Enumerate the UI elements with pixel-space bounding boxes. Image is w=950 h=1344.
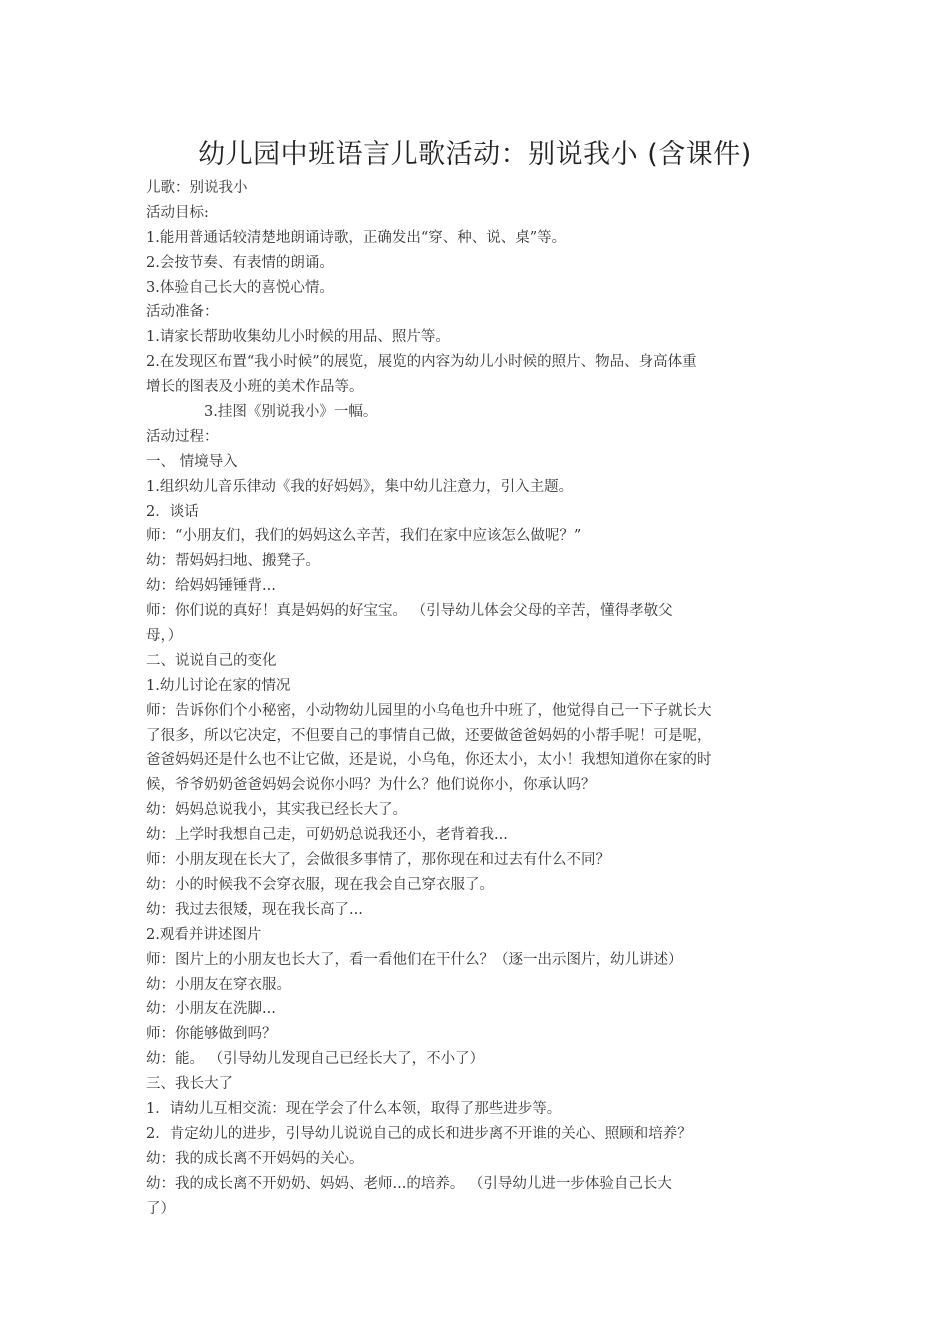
document-line: 师：告诉你们个小秘密，小动物幼儿园里的小乌龟也升中班了，他觉得自己一下子就长大 — [146, 702, 712, 719]
document-line: 幼：给妈妈锤锤背... — [146, 578, 276, 595]
document-line: 2．谈话 — [146, 503, 199, 520]
document-line: 2．肯定幼儿的进步，引导幼儿说说自己的成长和进步离不开谁的关心、照顾和培养？ — [146, 1125, 692, 1142]
document-line: 师：小朋友现在长大了，会做很多事情了，那你现在和过去有什么不同？ — [146, 852, 610, 869]
document-body — [146, 176, 806, 1221]
document-line: 幼：我的成长离不开妈妈的关心。 — [146, 1150, 364, 1167]
document-line: 幼：小朋友在穿衣服。 — [146, 976, 291, 993]
document-line: 1.幼儿讨论在家的情况 — [146, 677, 291, 694]
document-line: 幼：妈妈总说我小，其实我已经长大了。 — [146, 802, 407, 819]
document-line: 了） — [146, 1200, 175, 1217]
document-line: 幼：我过去很矮，现在我长高了... — [146, 901, 363, 918]
document-line: 三、我长大了 — [146, 1076, 233, 1093]
document-line: 幼：上学时我想自己走，可奶奶总说我还小，老背着我... — [146, 827, 508, 844]
document-line: 1.能用普通话较清楚地朗诵诗歌，正确发出“穿、种、说、桌”等。 — [146, 229, 567, 246]
document-line: 幼：能。 （引导幼儿发现自己已经长大了，不小了） — [146, 1051, 485, 1068]
document-title: 幼儿园中班语言儿歌活动：别说我小 (含课件) — [198, 139, 752, 170]
document-line: 1.组织幼儿音乐律动《我的好妈妈》，集中幼儿注意力，引入主题。 — [146, 478, 574, 495]
document-line: 1．请幼儿互相交流：现在学会了什么本领，取得了那些进步等。 — [146, 1100, 562, 1117]
document-line: 幼：小的时候我不会穿衣服，现在我会自己穿衣服了。 — [146, 876, 494, 893]
document-line: 师：你们说的真好！真是妈妈的好宝宝。 （引导幼儿体会父母的辛苦，懂得孝敬父 — [146, 603, 673, 620]
document-line: 1.请家长帮助收集幼儿小时候的用品、照片等。 — [146, 329, 450, 346]
document-line: 候，爷爷奶奶爸爸妈妈会说你小吗？为什么？他们说你小，你承认吗？ — [146, 777, 596, 794]
document-line: 幼：我的成长离不开奶奶、妈妈、老师...的培养。 （引导幼儿进一步体验自己长大 — [146, 1175, 672, 1192]
document-line: 母，） — [146, 628, 183, 645]
document-line: 师：图片上的小朋友也长大了，看一看他们在干什么？（逐一出示图片，幼儿讲述） — [146, 951, 683, 968]
document-line: 二、说说自己的变化 — [146, 652, 277, 669]
document-line: 增长的图表及小班的美术作品等。 — [146, 379, 364, 396]
document-line: 3.挂图《别说我小》一幅。 — [204, 404, 378, 421]
document-line: 一、 情境导入 — [146, 453, 238, 470]
document-line: 师：你能够做到吗？ — [146, 1026, 277, 1043]
document-line: 师：“小朋友们，我们的妈妈这么辛苦，我们在家中应该怎么做呢？” — [146, 528, 582, 545]
document-line: 2.会按节奏、有表情的朗诵。 — [146, 254, 334, 271]
document-line: 了很多，所以它决定，不但要自己的事情自己做，还要做爸爸妈妈的小帮手呢！可是呢， — [146, 727, 712, 744]
document-line: 爸爸妈妈还是什么也不让它做，还是说，小乌龟，你还太小，太小！我想知道你在家的时 — [146, 752, 712, 769]
document-line: 幼：帮妈妈扫地、搬凳子。 — [146, 553, 320, 570]
document-line: 活动目标: — [146, 204, 209, 221]
document-line: 儿歌：别说我小 — [146, 180, 248, 196]
document-line: 幼：小朋友在洗脚... — [146, 1001, 276, 1018]
document-line: 2.观看并讲述图片 — [146, 926, 262, 943]
document-line: 2.在发现区布置“我小时候”的展览，展览的内容为幼儿小时候的照片、物品、身高体重 — [146, 354, 697, 371]
document-line: 活动过程： — [146, 428, 219, 445]
document-line: 活动准备： — [146, 304, 219, 321]
document-line: 3.体验自己长大的喜悦心情。 — [146, 279, 334, 296]
